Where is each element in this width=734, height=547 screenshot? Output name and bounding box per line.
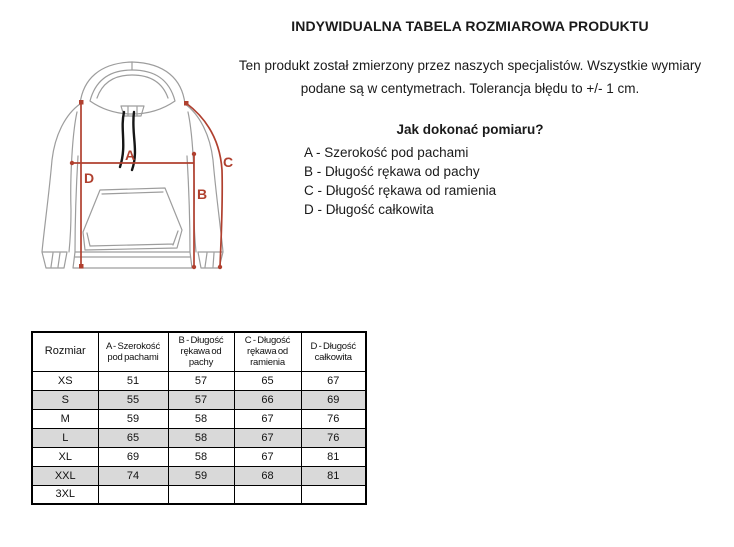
guide-item-d: D - Długość całkowita xyxy=(304,202,434,217)
cell-value: 58 xyxy=(168,447,234,466)
col-header-d: D - Długość całkowita xyxy=(301,332,366,371)
cell-size: XXL xyxy=(32,466,98,485)
cell-value: 65 xyxy=(98,428,168,447)
cell-value: 58 xyxy=(168,428,234,447)
label-a: A xyxy=(125,147,136,163)
label-b: B xyxy=(197,186,208,202)
cell-value: 67 xyxy=(234,409,301,428)
pocket-inner-line xyxy=(87,192,178,246)
cell-value: 67 xyxy=(234,447,301,466)
cell-value xyxy=(301,485,366,504)
size-chart-table xyxy=(31,331,367,505)
cell-size: S xyxy=(32,390,98,409)
intro-line-1: Ten produkt został zmierzony przez naszych specjalistów. Wszystkie wymiary xyxy=(238,58,702,73)
body-left-edge xyxy=(75,156,78,252)
cell-value: 81 xyxy=(301,447,366,466)
cell-value: 57 xyxy=(168,371,234,390)
cell-value: 69 xyxy=(98,447,168,466)
measure-guide-list xyxy=(304,143,496,219)
guide-item-a: A - Szerokość pod pachami xyxy=(304,145,469,160)
cell-value: 51 xyxy=(98,371,168,390)
intro-line-2: podane są w centymetrach. Tolerancja błędu to +/- 1 cm. xyxy=(300,80,640,96)
cell-size: XS xyxy=(32,371,98,390)
cell-value xyxy=(168,485,234,504)
measurement-lines xyxy=(72,102,222,267)
left-sleeve-inner xyxy=(69,112,77,252)
hood-inner-rim xyxy=(97,75,168,98)
intro-paragraph xyxy=(222,55,718,100)
cell-size: M xyxy=(32,409,98,428)
cell-value: 57 xyxy=(168,390,234,409)
label-c: C xyxy=(223,154,234,170)
table-row-m xyxy=(32,409,366,428)
cell-value: 55 xyxy=(98,390,168,409)
left-cuff xyxy=(42,252,67,268)
cell-value: 76 xyxy=(301,428,366,447)
cell-value: 67 xyxy=(301,371,366,390)
col-header-size: Rozmiar xyxy=(32,332,98,371)
cell-value: 65 xyxy=(234,371,301,390)
hem-band xyxy=(73,252,192,268)
cell-size: 3XL xyxy=(32,485,98,504)
cell-value: 66 xyxy=(234,390,301,409)
table-row-xxl xyxy=(32,466,366,485)
cell-value xyxy=(234,485,301,504)
cell-value: 59 xyxy=(98,409,168,428)
hood-opening xyxy=(90,70,175,114)
label-d: D xyxy=(84,170,95,186)
header-row xyxy=(32,332,366,371)
cell-value: 69 xyxy=(301,390,366,409)
cell-value: 59 xyxy=(168,466,234,485)
page-title: INDYWIDUALNA TABELA ROZMIAROWA PRODUKTU xyxy=(291,18,649,34)
cell-size: XL xyxy=(32,447,98,466)
table-row-l xyxy=(32,428,366,447)
cell-value: 76 xyxy=(301,409,366,428)
hoodie-diagram xyxy=(20,50,245,295)
table-row-xl xyxy=(32,447,366,466)
table-row-s xyxy=(32,390,366,409)
col-header-b: B - Długość rękawa od pachy xyxy=(168,332,234,371)
table-row-3xl xyxy=(32,485,366,504)
guide-item-b: B - Długość rękawa od pachy xyxy=(304,164,480,179)
cell-value: 68 xyxy=(234,466,301,485)
measure-guide-heading: Jak dokonać pomiaru? xyxy=(396,122,544,137)
cell-value xyxy=(98,485,168,504)
cell-value: 74 xyxy=(98,466,168,485)
body-right-edge xyxy=(187,156,190,252)
size-chart-header xyxy=(32,332,366,371)
col-header-a: A - Szerokość pod pachami xyxy=(98,332,168,371)
col-header-c: C - Długość rękawa od ramienia xyxy=(234,332,301,371)
guide-item-c: C - Długość rękawa od ramienia xyxy=(304,183,497,198)
pocket xyxy=(83,188,182,250)
cell-size: L xyxy=(32,428,98,447)
cell-value: 67 xyxy=(234,428,301,447)
cell-value: 81 xyxy=(301,466,366,485)
cell-value: 58 xyxy=(168,409,234,428)
table-row-xs xyxy=(32,371,366,390)
